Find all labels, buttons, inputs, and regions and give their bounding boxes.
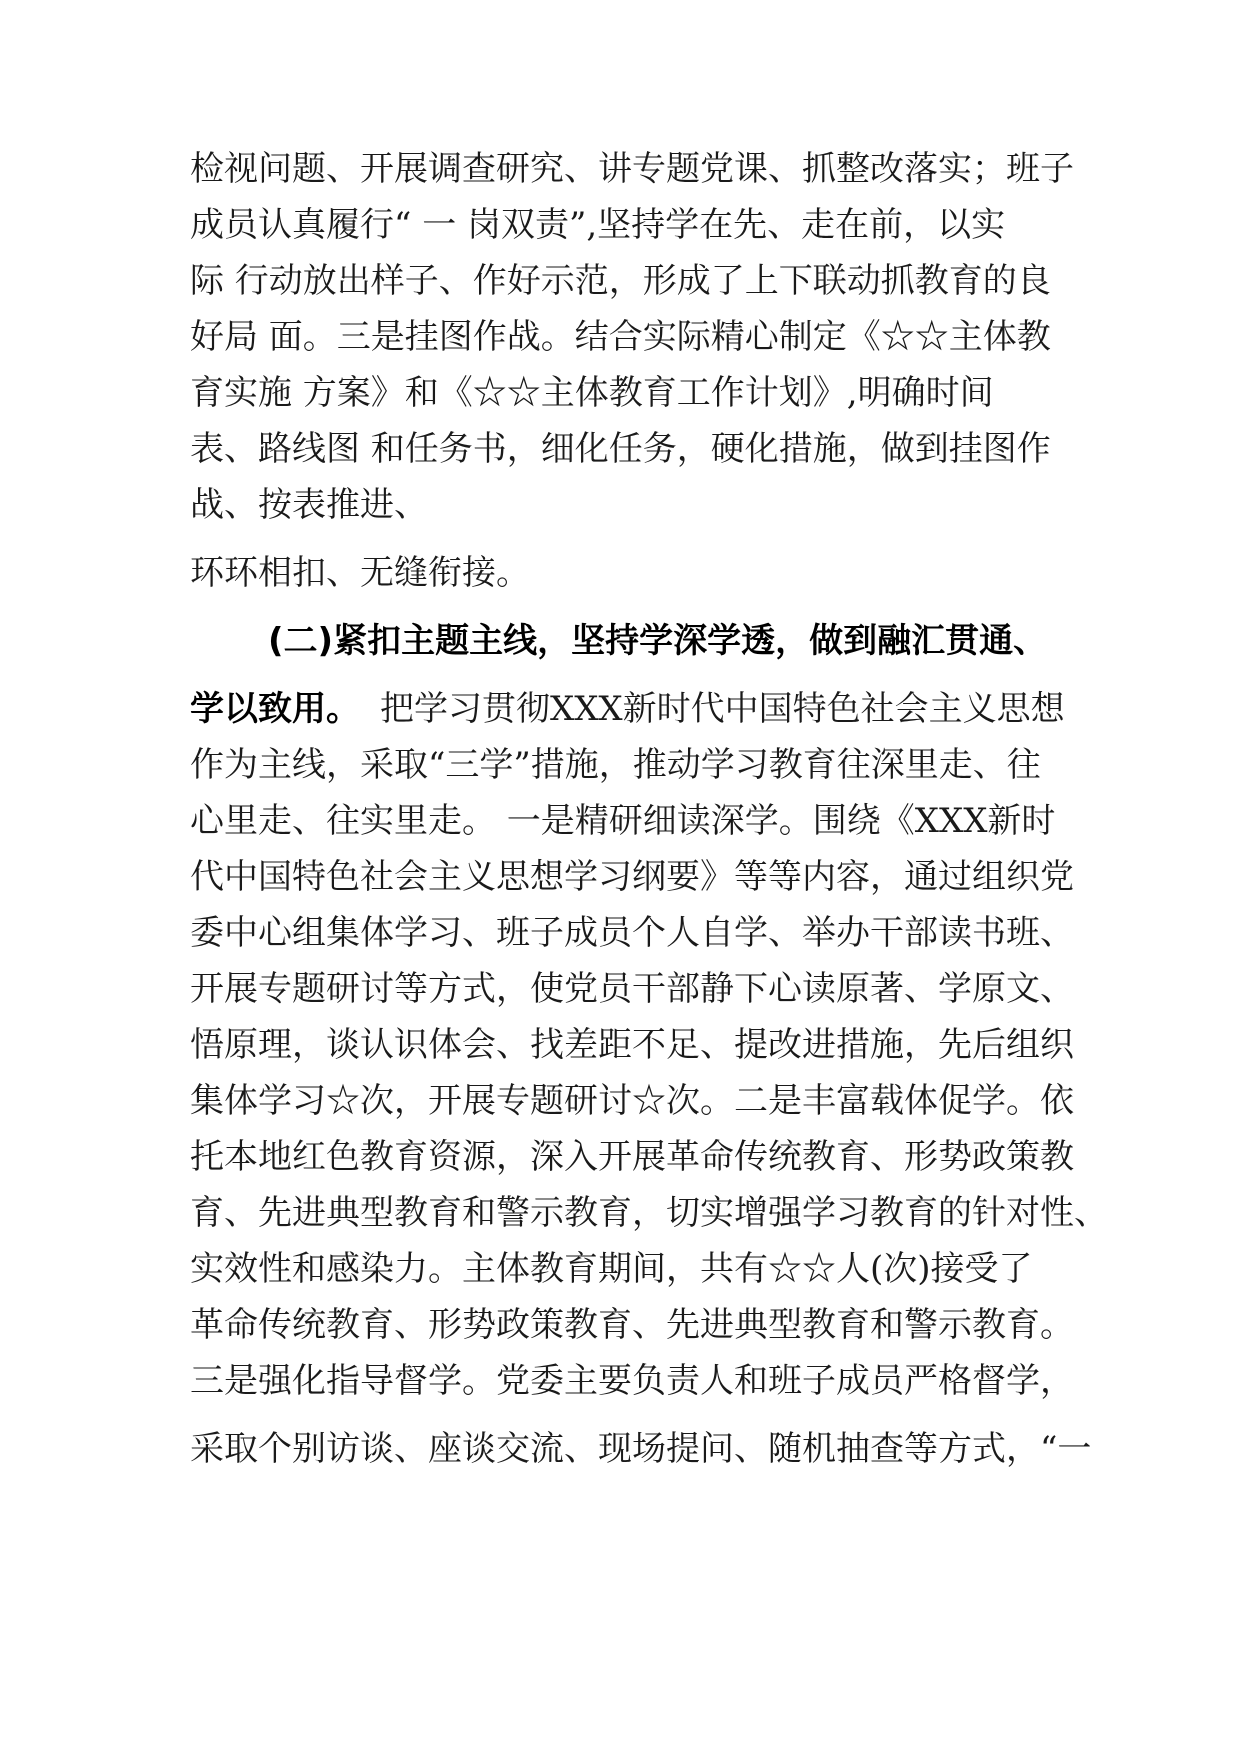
paragraph-line: 托本地红色教育资源，深入开展革命传统教育、形势政策教 bbox=[190, 1137, 1074, 1177]
paragraph-line: 心里走、往实里走。 一是精研细读深学。围绕《XXX新时 bbox=[190, 801, 1056, 841]
paragraph-line: 代中国特色社会主义思想学习纲要》等等内容，通过组织党 bbox=[190, 857, 1074, 897]
paragraph-line: 战、按表推进、 bbox=[190, 485, 428, 525]
paragraph-line: 检视问题、开展调查研究、讲专题党课、抓整改落实；班子 bbox=[190, 149, 1074, 189]
paragraph-line: 表、路线图 和任务书，细化任务，硬化措施，做到挂图作 bbox=[190, 429, 1051, 469]
paragraph-line: 把学习贯彻XXX新时代中国特色社会主义思想 bbox=[380, 689, 1065, 729]
paragraph-line: 好局 面。三是挂图作战。结合实际精心制定《☆☆主体教 bbox=[190, 317, 1051, 357]
paragraph-line: 集体学习☆次，开展专题研讨☆次。二是丰富载体促学。依 bbox=[190, 1081, 1074, 1121]
paragraph-line: 实效性和感染力。主体教育期间，共有☆☆人(次)接受了 bbox=[190, 1249, 1033, 1289]
paragraph-line: 采取个别访谈、座谈交流、现场提问、随机抽查等方式，“一 bbox=[190, 1429, 1092, 1469]
paragraph-line: 开展专题研讨等方式，使党员干部静下心读原著、学原文、 bbox=[190, 969, 1074, 1009]
paragraph-line: 三是强化指导督学。党委主要负责人和班子成员严格督学， bbox=[190, 1361, 1074, 1401]
section-heading: (二)紧扣主题主线，坚持学深学透，做到融汇贯通、 bbox=[268, 621, 1048, 661]
paragraph-line: 育、先进典型教育和警示教育，切实增强学习教育的针对性、 bbox=[190, 1193, 1108, 1233]
paragraph-line: 成员认真履行“ 一 岗双责”,坚持学在先、走在前，以实 bbox=[190, 205, 1006, 245]
section-heading-continuation: 学以致用。 bbox=[190, 689, 360, 729]
paragraph-line: 悟原理，谈认识体会、找差距不足、提改进措施，先后组织 bbox=[190, 1025, 1074, 1065]
paragraph-line: 革命传统教育、形势政策教育、先进典型教育和警示教育。 bbox=[190, 1305, 1074, 1345]
paragraph-line: 作为主线，采取“三学”措施，推动学习教育往深里走、往 bbox=[190, 745, 1041, 785]
paragraph-line: 环环相扣、无缝衔接。 bbox=[190, 553, 530, 593]
paragraph-line: 际 行动放出样子、作好示范，形成了上下联动抓教育的良 bbox=[190, 261, 1051, 301]
paragraph-line: 委中心组集体学习、班子成员个人自学、举办干部读书班、 bbox=[190, 913, 1074, 953]
paragraph-line: 育实施 方案》和《☆☆主体教育工作计划》,明确时间 bbox=[190, 373, 994, 413]
